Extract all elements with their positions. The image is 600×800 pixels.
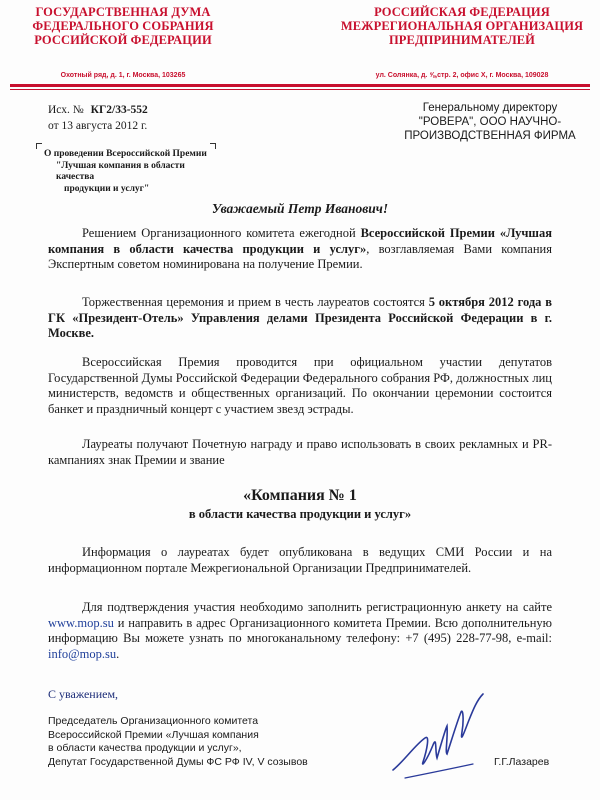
- paragraph-2: [48, 295, 552, 342]
- paragraph-6-a: Для подтверждения участия необходимо заполнить регистрационную анкету на сайте: [82, 600, 552, 614]
- outgoing-number-label: Исх. №: [48, 104, 84, 116]
- header-right-line1: РОССИЙСКАЯ ФЕДЕРАЦИЯ: [374, 5, 550, 19]
- subject-line2: "Лучшая компания в области качества: [56, 160, 185, 182]
- site-link[interactable]: www.mop.su: [48, 615, 114, 630]
- paragraph-6-b: и направить в адрес Организационного комитета Премии. Всю дополнительную информацию Вы можете узнать по многоканальному телефону: +7 (495) 228-77-98, e-mail:: [48, 615, 552, 645]
- header-rule-thin: [10, 89, 590, 90]
- signatory-name: Г.Г.Лазарев: [494, 756, 550, 768]
- paragraph-6: [48, 600, 552, 662]
- greeting: Уважаемый Петр Иванович!: [211, 201, 389, 216]
- header-left-address: Охотный ряд, д. 1, г. Москва, 103265: [60, 72, 186, 79]
- paragraph-1-c: , возглавляемая Вами компания Экспертным советом номинирована на получение Премии.: [48, 241, 552, 271]
- subject-block: [44, 149, 214, 195]
- signatory-line1: Председатель Организационного комитета: [48, 715, 259, 727]
- paragraph-4: Лауреаты получают Почетную награду и право использовать в своих рекламных и PR-кампаниях знак Премии и звание: [48, 437, 552, 467]
- award-title: «Компания № 1: [243, 487, 357, 504]
- header-right-line3: ПРЕДПРИНИМАТЕЛЕЙ: [388, 33, 536, 47]
- paragraph-1: [48, 226, 552, 273]
- header-right-line2: МЕЖРЕГИОНАЛЬНАЯ ОРГАНИЗАЦИЯ: [340, 19, 584, 33]
- paragraph-2-a: Торжественная церемония и прием в честь лауреатов состоятся: [82, 295, 429, 309]
- header-left-line3: РОССИЙСКОЙ ФЕДЕРАЦИИ: [34, 33, 212, 47]
- outgoing-date: от 13 августа 2012 г.: [48, 120, 148, 132]
- paragraph-1-a: Решением Организационного комитета ежегодной: [82, 226, 361, 240]
- paragraph-6-end: .: [116, 646, 120, 661]
- header-left-line2: ФЕДЕРАЛЬНОГО СОБРАНИЯ: [32, 19, 214, 33]
- paragraph-2-event: 5 октября 2012 года в ГК «Президент-Отель» Управления делами Президента Российской Федерации в г. Москве.: [48, 295, 553, 340]
- subject-corner-left: [36, 143, 42, 149]
- outgoing-number: [48, 103, 148, 117]
- paragraph-1-award: Всероссийской Премии «Лучшая компания в области качества продукции и услуг»: [48, 226, 552, 256]
- addressee-line1: Генеральному директору: [422, 102, 558, 114]
- subject-line3: продукции и услуг": [64, 183, 150, 194]
- award-subtitle: в области качества продукции и услуг»: [188, 507, 412, 521]
- addressee-line3: ПРОИЗВОДСТВЕННАЯ ФИРМА: [404, 130, 576, 142]
- header-right-title: [328, 5, 596, 47]
- email-link[interactable]: info@mop.su: [48, 646, 117, 661]
- header-right-address: ул. Солянка, д. ⅝,стр. 2, офис X, г. Москва, 109028: [375, 72, 549, 79]
- header-left-line1: ГОСУДАРСТВЕННАЯ ДУМА: [35, 5, 211, 19]
- subject-line1: О проведении Всероссийской Премии: [44, 149, 207, 159]
- header-left-title: [18, 5, 228, 47]
- signatory-line3: в области качества продукции и услуг»,: [48, 742, 242, 754]
- paragraph-5: Информация о лауреатах будет опубликована в ведущих СМИ России и на информационном портале Межрегиональной Организации Предпринимателей.: [48, 545, 552, 575]
- outgoing-number-value: КГ2/33-552: [90, 104, 148, 116]
- addressee-line2: "РОВЕРА", ООО НАУЧНО-: [418, 116, 562, 128]
- header-rule-thick: [10, 84, 590, 87]
- signatory-line2: Всероссийской Премии «Лучшая компания: [48, 728, 259, 741]
- handwritten-signature: [385, 690, 495, 785]
- addressee: [390, 101, 590, 143]
- paragraph-3: Всероссийская Премия проводится при официальном участии депутатов Государственной Думы Российской Федерации Федерального собрания РФ, должностных лиц министерств, ведомств и общественных организаций. По окончании церемонии состоится банкет и праздничный концерт с участием звезд эстрады.: [48, 355, 552, 416]
- signatory-block: [48, 715, 378, 769]
- signatory-line4: Депутат Государственной Думы ФС РФ IV, V созывов: [48, 755, 308, 768]
- closing-regards: С уважением,: [48, 687, 119, 701]
